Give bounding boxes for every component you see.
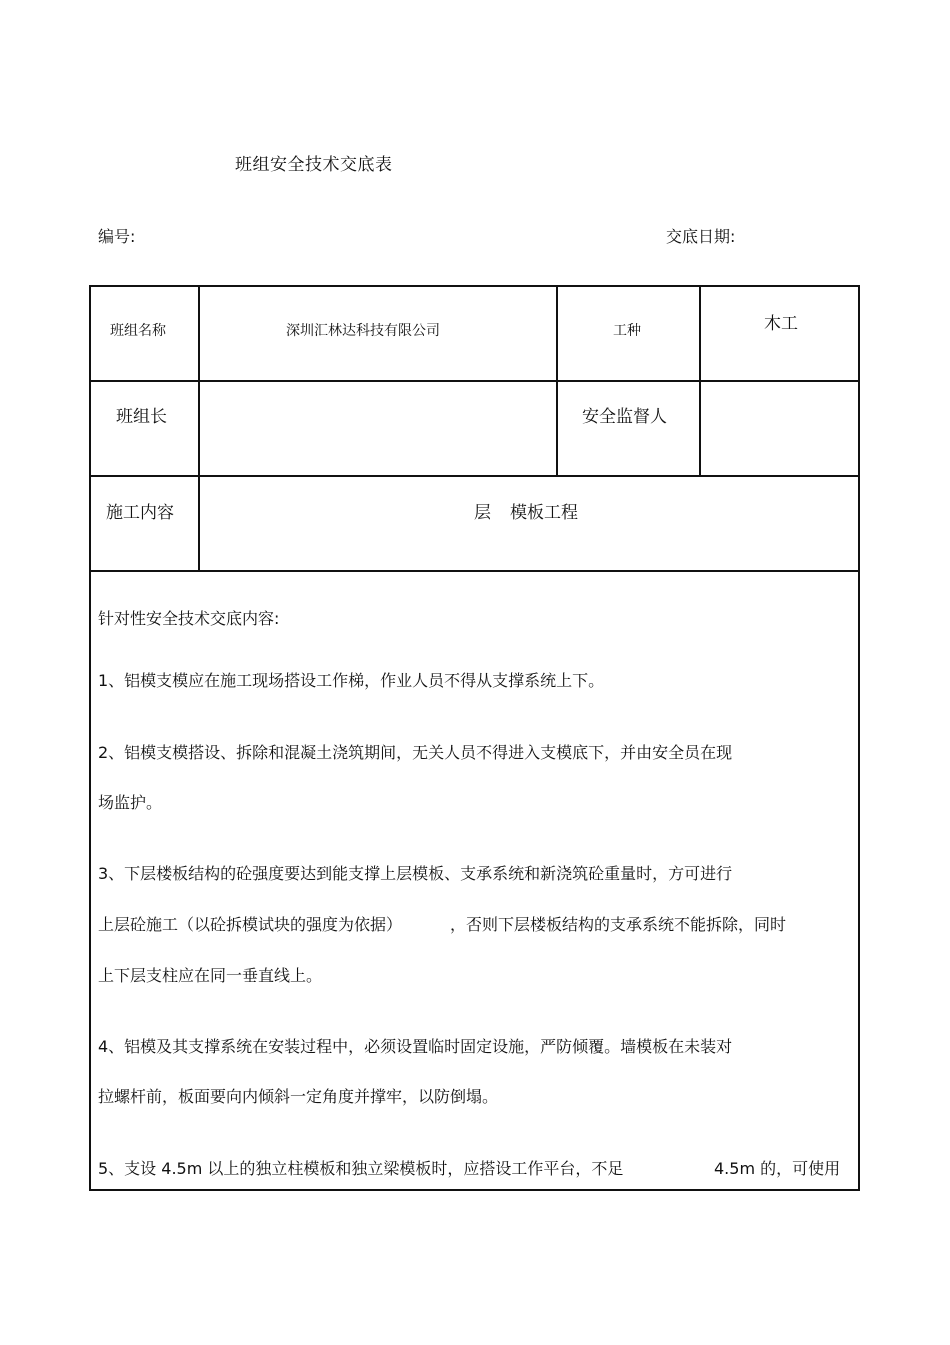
content-line: ，否则下层楼板结构的支承系统不能拆除，同时 [450, 915, 787, 934]
team-name-value: 深圳汇林达科技有限公司 [286, 323, 440, 339]
column-divider-2 [556, 285, 558, 477]
number-label: 编号: [98, 227, 136, 246]
table-border-top [89, 285, 860, 287]
table-border-bottom [89, 1189, 860, 1191]
content-line: 4、铝模及其支撑系统在安装过程中，必须设置临时固定设施，严防倾覆。墙模板在未装对 [98, 1037, 733, 1056]
row-divider-1 [89, 380, 860, 382]
safety-supervisor-label: 安全监督人 [582, 407, 667, 427]
content-heading: 针对性安全技术交底内容: [98, 609, 280, 628]
work-content-label: 施工内容 [106, 503, 174, 523]
trade-value: 木工 [764, 314, 798, 334]
content-line: 4.5m 的，可使用 [714, 1159, 841, 1178]
table-border-left [89, 285, 91, 1191]
column-divider-3 [699, 285, 701, 477]
content-line: 1、铝模支模应在施工现场搭设工作梯，作业人员不得从支撑系统上下。 [98, 671, 605, 690]
document-title: 班组安全技术交底表 [235, 155, 393, 175]
row-divider-3 [89, 570, 860, 572]
content-line: 上层砼施工（以砼拆模试块的强度为依据） [98, 915, 403, 934]
table-border-right [858, 285, 860, 1191]
content-line: 场监护。 [98, 793, 163, 812]
content-line: 2、铝模支模搭设、拆除和混凝土浇筑期间，无关人员不得进入支模底下，并由安全员在现 [98, 743, 733, 762]
content-line: 拉螺杆前，板面要向内倾斜一定角度并撑牢，以防倒塌。 [98, 1087, 499, 1106]
work-content-value: 模板工程 [510, 503, 578, 523]
trade-label: 工种 [613, 323, 641, 339]
content-line: 3、下层楼板结构的砼强度要达到能支撑上层模板、支承系统和新浇筑砼重量时，方可进行 [98, 864, 733, 883]
content-line: 上下层支柱应在同一垂直线上。 [98, 966, 323, 985]
team-name-label: 班组名称 [110, 323, 166, 339]
column-divider-1 [198, 285, 200, 572]
date-label: 交底日期: [666, 227, 736, 246]
team-leader-label: 班组长 [116, 407, 167, 427]
row-divider-2 [89, 475, 860, 477]
work-content-floor: 层 [474, 503, 491, 523]
content-line: 5、支设 4.5m 以上的独立柱模板和独立梁模板时，应搭设工作平台，不足 [98, 1159, 624, 1178]
